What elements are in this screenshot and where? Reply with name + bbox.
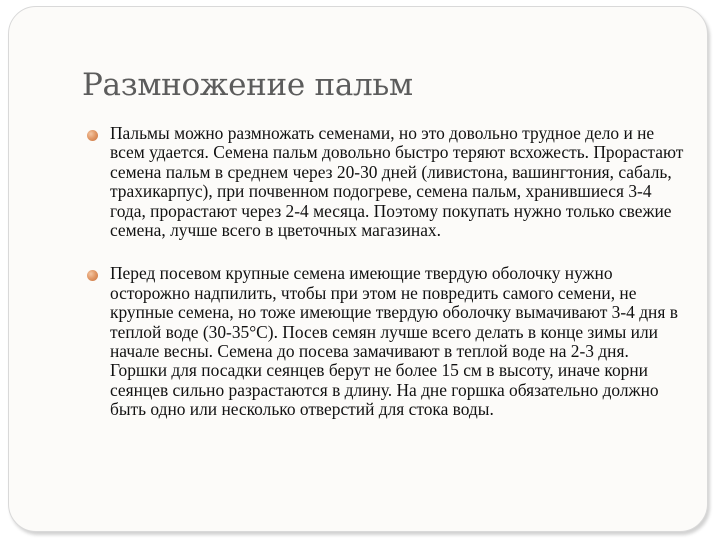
bullet-text: Пальмы можно размножать семенами, но это довольно трудное дело и не всем удается. Семена пальм довольно быстро теряют всхожесть. Прорастают семена пальм в среднем через 20-30 дней (ливистона, вашингтония, сабаль, трахикарпус), при почвенном подогреве, семена пальм, хранившиеся 3-4 года, прорастают через 2-4 месяца. Поэтому покупать нужно только свежие семена, лучше всего в цветочных магазинах.	[110, 123, 684, 241]
slide-title: Размножение пальм	[82, 67, 413, 103]
bullet-dot-icon	[87, 270, 98, 281]
slide-frame	[8, 6, 708, 532]
bullet-text: Перед посевом крупные семена имеющие твердую оболочку нужно осторожно надпилить, чтобы при этом не повредить самого семени, не крупные семена, но тоже имеющие твердую оболочку вымачивают 3-4 дня в теплой воде (30-35°C). Посев семян лучше всего делать в конце зимы или начале весны. Семена до посева замачивают в теплой воде на 2-3 дня. Горшки для посадки сеянцев берут не более 15 см в высоту, иначе корни сеянцев сильно разрастаются в длину. На дне горшка обязательно должно быть одно или несколько отверстий для стока воды.	[110, 263, 678, 420]
bullet-item	[87, 124, 685, 240]
bullet-item	[87, 264, 685, 419]
bullet-list	[87, 124, 685, 420]
bullet-dot-icon	[87, 130, 98, 141]
